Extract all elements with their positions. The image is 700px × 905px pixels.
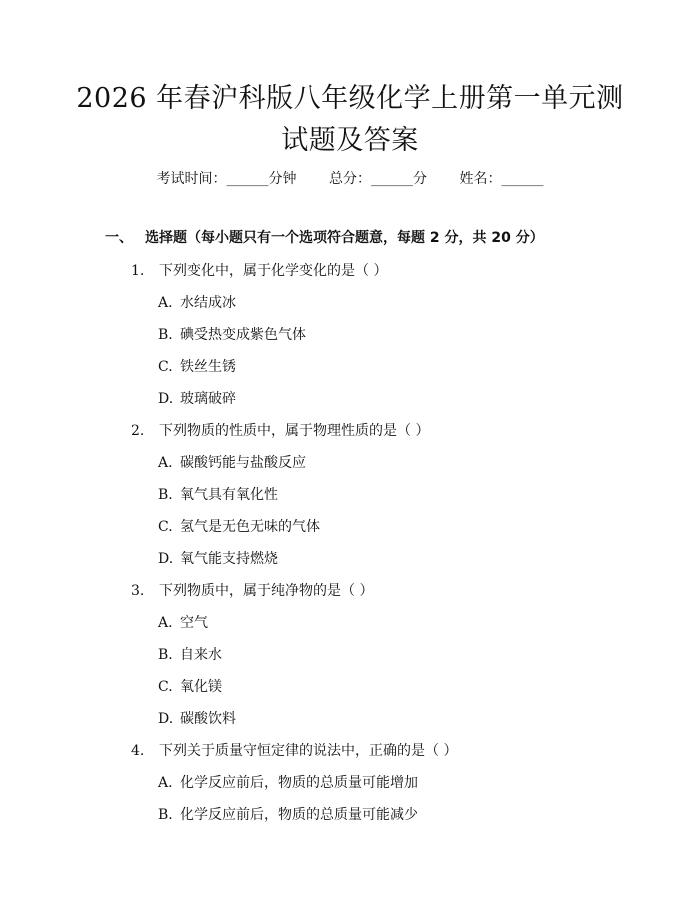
- option-text: 氧化镁: [180, 679, 222, 695]
- section-label: 选择题（每小题只有一个选项符合题意，每题 2 分，共 20 分）: [145, 230, 544, 246]
- question-1-option-d: [158, 388, 236, 408]
- question-4-option-b: [158, 804, 418, 824]
- question-text: 下列物质中，属于纯净物的是（ ）: [159, 583, 374, 599]
- option-letter: B.: [158, 327, 173, 343]
- question-3-option-c: [158, 676, 222, 696]
- option-text: 自来水: [180, 647, 222, 663]
- option-text: 碳酸钙能与盐酸反应: [180, 455, 306, 471]
- option-text: 碘受热变成紫色气体: [180, 327, 306, 343]
- option-text: 氢气是无色无味的气体: [180, 519, 320, 535]
- question-text: 下列变化中，属于化学变化的是（ ）: [159, 263, 388, 279]
- option-letter: C.: [158, 519, 173, 535]
- option-text: 碳酸饮料: [180, 711, 236, 727]
- option-text: 氧气具有氧化性: [180, 487, 278, 503]
- question-3-option-a: [158, 612, 208, 632]
- option-text: 铁丝生锈: [180, 359, 236, 375]
- option-text: 玻璃破碎: [180, 391, 236, 407]
- option-text: 水结成冰: [180, 295, 236, 311]
- question-number: 1.: [131, 263, 145, 279]
- option-letter: C.: [158, 679, 173, 695]
- title-line-1: 2026 年春沪科版八年级化学上册第一单元测: [76, 83, 624, 114]
- section-heading: [105, 227, 544, 247]
- question-2-option-a: [158, 452, 306, 472]
- option-letter: B.: [158, 647, 173, 663]
- question-1: [131, 260, 387, 280]
- question-text: 下列关于质量守恒定律的说法中，正确的是（ ）: [159, 743, 458, 759]
- question-number: 2.: [131, 423, 145, 439]
- option-letter: A.: [158, 775, 173, 791]
- option-letter: D.: [158, 711, 174, 727]
- question-2-option-c: [158, 516, 320, 536]
- question-1-option-c: [158, 356, 236, 376]
- section-number: 一、: [105, 230, 133, 246]
- student-name: 姓名：______: [459, 171, 544, 187]
- question-2-option-b: [158, 484, 278, 504]
- title-line-2: 试题及答案: [281, 125, 419, 156]
- question-4-option-a: [158, 772, 418, 792]
- exam-total-score: 总分：______分: [329, 171, 427, 187]
- exam-meta: [0, 168, 700, 188]
- question-2: [131, 420, 429, 440]
- option-letter: D.: [158, 391, 174, 407]
- option-letter: C.: [158, 359, 173, 375]
- option-letter: D.: [158, 551, 174, 567]
- question-number: 4.: [131, 743, 145, 759]
- question-3-option-b: [158, 644, 222, 664]
- question-2-option-d: [158, 548, 278, 568]
- option-text: 化学反应前后，物质的总质量可能增加: [180, 775, 418, 791]
- question-4: [131, 740, 457, 760]
- option-text: 化学反应前后，物质的总质量可能减少: [180, 807, 418, 823]
- question-1-option-b: [158, 324, 306, 344]
- question-3: [131, 580, 373, 600]
- question-1-option-a: [158, 292, 236, 312]
- question-3-option-d: [158, 708, 236, 728]
- option-letter: B.: [158, 487, 173, 503]
- question-number: 3.: [131, 583, 145, 599]
- option-text: 空气: [180, 615, 208, 631]
- document-title: [60, 78, 640, 162]
- question-text: 下列物质的性质中，属于物理性质的是（ ）: [159, 423, 430, 439]
- option-letter: A.: [158, 615, 173, 631]
- option-letter: A.: [158, 295, 173, 311]
- option-text: 氧气能支持燃烧: [180, 551, 278, 567]
- option-letter: A.: [158, 455, 173, 471]
- exam-time: 考试时间：______分钟: [156, 171, 297, 187]
- option-letter: B.: [158, 807, 173, 823]
